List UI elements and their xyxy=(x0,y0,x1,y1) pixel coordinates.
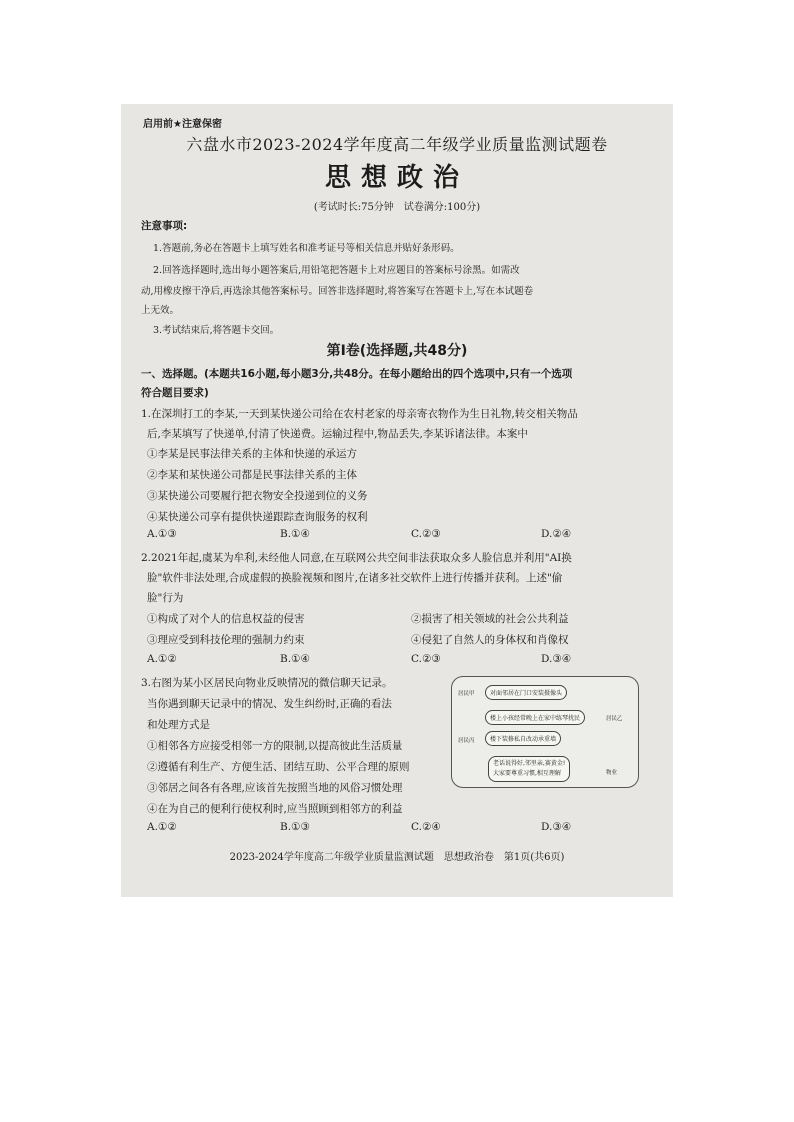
section-title: 第Ⅰ卷(选择题,共48分) xyxy=(326,343,468,359)
section-instruction: 一、选择题。(本题共16小题,每小题3分,共48分。在每小题给出的四个选项中,只有一个选项 xyxy=(141,368,573,380)
question-3-statement: ②遵循有利生产、方便生活、团结互助、公平合理的原则 xyxy=(147,761,410,773)
section-instruction: 符合题目要求) xyxy=(141,387,209,399)
notice-line: 1.答题前,务必在答题卡上填写姓名和准考证号等相关信息并贴好条形码。 xyxy=(153,243,460,254)
exam-title: 六盘水市2023-2024学年度高二年级学业质量监测试题卷 xyxy=(186,135,608,154)
chat-message: 楼下装修私自改动承重墙 xyxy=(485,731,561,746)
question-3-choice: B.①③ xyxy=(280,821,310,833)
exam-info: (考试时长:75分钟 试卷满分:100分) xyxy=(313,202,481,213)
question-1-statement: ④某快递公司享有提供快递跟踪查询服务的权利 xyxy=(147,511,368,523)
question-3-text: 和处理方式是 xyxy=(147,719,210,731)
chat-message: 老话说得好,邻里亲,赛黄金! xyxy=(493,760,566,767)
question-1-statement: ①李某是民事法律关系的主体和快递的承运方 xyxy=(147,448,357,460)
question-2-choice: A.①② xyxy=(147,653,177,665)
exam-page xyxy=(121,104,673,897)
question-3-choice: C.②④ xyxy=(411,821,441,833)
question-2-statement: ①构成了对个人的信息权益的侵害 xyxy=(147,613,305,625)
chat-message: 大家要尊重习惯,相互理解 xyxy=(493,770,561,777)
question-1-choice: A.①③ xyxy=(147,528,177,540)
question-2-statement: ③理应受到科技伦理的强制力约束 xyxy=(147,634,305,646)
page-footer: 2023-2024学年度高二年级学业质量监测试题 思想政治卷 第1页(共6页) xyxy=(229,852,565,863)
resident-c-name: 居民丙 xyxy=(458,738,475,744)
question-2-choice: D.③④ xyxy=(541,653,572,665)
question-1-statement: ②李某和某快递公司都是民事法律关系的主体 xyxy=(147,469,357,481)
chat-message: 对面邻居在门口安装摄像头 xyxy=(485,685,567,700)
question-1-text: 1.在深圳打工的李某,一天到某快递公司给在农村老家的母亲寄衣物作为生日礼物,转交相关物品 xyxy=(141,408,578,420)
question-2-text: 2.2021年起,虞某为牟利,未经他人同意,在互联网公共空间非法获取众多人脸信息并利用"AI换 xyxy=(141,552,572,564)
confidential-label: 启用前★注意保密 xyxy=(143,119,222,130)
question-2-choice: C.②③ xyxy=(411,653,441,665)
notice-line: 动,用橡皮擦干净后,再选涂其他答案标号。回答非选择题时,将答案写在答题卡上,写在本试题卷 xyxy=(141,286,534,297)
resident-a-name: 居民甲 xyxy=(458,691,475,697)
notice-line: 2.回答选择题时,选出每小题答案后,用铅笔把答题卡上对应题目的答案标号涂黑。如需改 xyxy=(153,265,520,276)
question-3-statement: ④在为自己的便利行使权利时,应当照顾到相邻方的利益 xyxy=(147,803,403,815)
question-3-statement: ③邻居之间各有各理,应该首先按照当地的风俗习惯处理 xyxy=(147,782,403,794)
question-3-choice: D.③④ xyxy=(541,821,572,833)
property-name: 物业 xyxy=(606,770,618,776)
question-2-statement: ④侵犯了自然人的身体权和肖像权 xyxy=(411,634,569,646)
wechat-chat-figure xyxy=(451,676,639,788)
question-1-text: 后,李某填写了快递单,付清了快递费。运输过程中,物品丢失,李某诉诸法律。本案中 xyxy=(147,428,528,440)
chat-message-group xyxy=(488,756,570,782)
question-3-text: 3.右图为某小区居民向物业反映情况的微信聊天记录。 xyxy=(141,677,393,689)
question-2-choice: B.①④ xyxy=(280,653,310,665)
question-3-statement: ①相邻各方应接受相邻一方的限制,以提高彼此生活质量 xyxy=(147,740,403,752)
question-2-statement: ②损害了相关领域的社会公共利益 xyxy=(411,613,569,625)
resident-b-name: 居民乙 xyxy=(606,716,623,722)
question-1-choice: D.②④ xyxy=(541,528,572,540)
chat-message: 楼上小孩经常晚上在家中练琴扰民 xyxy=(485,710,585,725)
question-3-text: 当你遇到聊天记录中的情况、发生纠纷时,正确的看法 xyxy=(147,698,392,710)
question-1-choice: B.①④ xyxy=(280,528,310,540)
subject-title: 思想政治 xyxy=(324,163,469,193)
question-1-statement: ③某快递公司要履行把衣物安全投递到位的义务 xyxy=(147,490,368,502)
notice-line: 上无效。 xyxy=(141,305,180,316)
notice-line: 3.考试结束后,将答题卡交回。 xyxy=(153,325,280,336)
question-3-choice: A.①② xyxy=(147,821,177,833)
question-2-text: 脸"行为 xyxy=(147,592,184,604)
question-1-choice: C.②③ xyxy=(411,528,441,540)
notice-heading: 注意事项: xyxy=(141,220,188,232)
question-2-text: 脸"软件非法处理,合成虚假的换脸视频和图片,在诸多社交软件上进行传播并获利。上述"偷 xyxy=(147,572,563,584)
